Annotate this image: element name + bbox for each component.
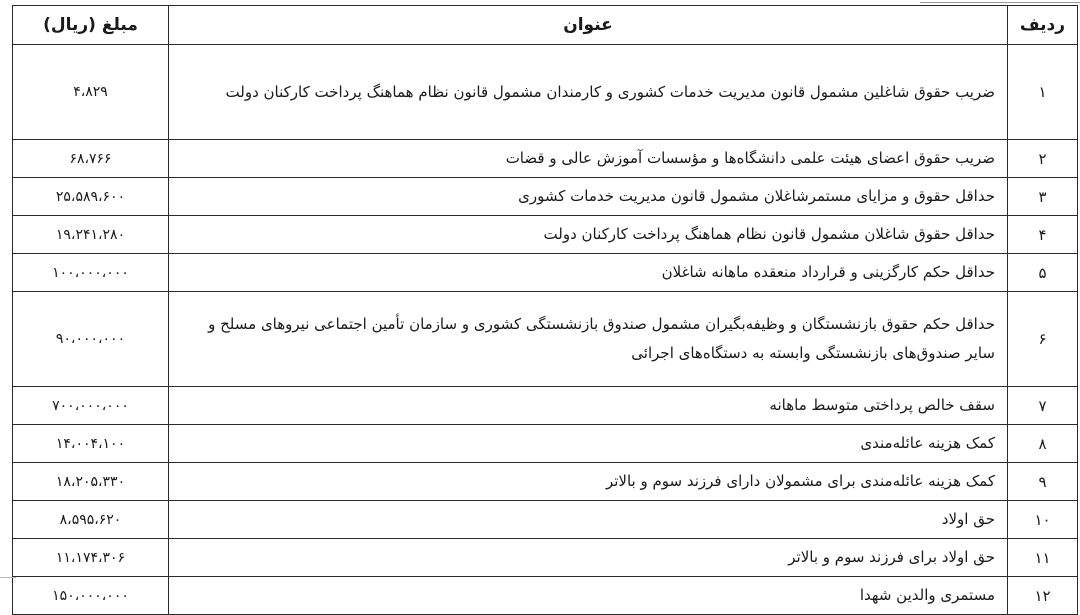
top-edge-line <box>920 2 1080 3</box>
row-index: ۶ <box>1008 292 1078 387</box>
row-amount: ۱۱،۱۷۴،۳۰۶ <box>13 539 169 577</box>
row-index: ۵ <box>1008 254 1078 292</box>
row-title: حق اولاد برای فرزند سوم و بالاتر <box>169 539 1008 577</box>
row-amount: ۱۹،۲۴۱،۲۸۰ <box>13 216 169 254</box>
row-title: سقف خالص پرداختی متوسط ماهانه <box>169 387 1008 425</box>
row-index: ۳ <box>1008 178 1078 216</box>
table-row <box>13 178 1078 216</box>
table-row <box>13 254 1078 292</box>
row-title: حق اولاد <box>169 501 1008 539</box>
row-index: ۷ <box>1008 387 1078 425</box>
table-row <box>13 463 1078 501</box>
row-index: ۸ <box>1008 425 1078 463</box>
row-index: ۱۲ <box>1008 577 1078 615</box>
table-row <box>13 292 1078 387</box>
row-amount: ۱۵۰،۰۰۰،۰۰۰ <box>13 577 169 615</box>
row-title: حداقل حقوق شاغلان مشمول قانون نظام هماهنگ پرداخت کارکنان دولت <box>169 216 1008 254</box>
row-title: ضریب حقوق شاغلین مشمول قانون مدیریت خدمات کشوری و کارمندان مشمول قانون نظام هماهنگ پرداخت کارکنان دولت <box>169 45 1008 140</box>
bottom-edge-line <box>0 577 16 578</box>
row-amount: ۱۰۰،۰۰۰،۰۰۰ <box>13 254 169 292</box>
row-amount: ۶۸،۷۶۶ <box>13 140 169 178</box>
row-title: کمک هزینه عائله‌مندی برای مشمولان دارای فرزند سوم و بالاتر <box>169 463 1008 501</box>
row-title: کمک هزینه عائله‌مندی <box>169 425 1008 463</box>
header-title: عنوان <box>169 6 1008 45</box>
row-amount: ۷۰۰،۰۰۰،۰۰۰ <box>13 387 169 425</box>
row-index: ۲ <box>1008 140 1078 178</box>
table-row <box>13 501 1078 539</box>
row-index: ۱ <box>1008 45 1078 140</box>
header-amount: مبلغ (ریال) <box>13 6 169 45</box>
row-amount: ۱۸،۲۰۵،۳۳۰ <box>13 463 169 501</box>
row-index: ۱۱ <box>1008 539 1078 577</box>
row-amount: ۸،۵۹۵،۶۲۰ <box>13 501 169 539</box>
row-title: حداقل حکم حقوق بازنشستگان و وظیفه‌بگیران مشمول صندوق بازنشستگی کشوری و سازمان تأمین اجتماعی نیروهای مسلح و سایر صندوق‌های بازنشستگی وابسته به دستگاه‌های اجرائی <box>169 292 1008 387</box>
table-row <box>13 216 1078 254</box>
row-title: حداقل حقوق و مزایای مستمرشاغلان مشمول قانون مدیریت خدمات کشوری <box>169 178 1008 216</box>
row-title: حداقل حکم کارگزینی و قرارداد منعقده ماهانه شاغلان <box>169 254 1008 292</box>
header-index: ردیف <box>1008 6 1078 45</box>
table-row <box>13 425 1078 463</box>
row-index: ۱۰ <box>1008 501 1078 539</box>
row-amount: ۴،۸۲۹ <box>13 45 169 140</box>
table-row <box>13 539 1078 577</box>
header-row <box>13 6 1078 45</box>
row-index: ۹ <box>1008 463 1078 501</box>
row-title: ضریب حقوق اعضای هیئت علمی دانشگاه‌ها و مؤسسات آموزش عالی و قضات <box>169 140 1008 178</box>
table-row <box>13 45 1078 140</box>
row-title: مستمری والدین شهدا <box>169 577 1008 615</box>
row-amount: ۹۰،۰۰۰،۰۰۰ <box>13 292 169 387</box>
table-row <box>13 577 1078 615</box>
row-amount: ۲۵،۵۸۹،۶۰۰ <box>13 178 169 216</box>
table-row <box>13 140 1078 178</box>
row-amount: ۱۴،۰۰۴،۱۰۰ <box>13 425 169 463</box>
table-row <box>13 387 1078 425</box>
salary-table <box>12 5 1078 615</box>
row-index: ۴ <box>1008 216 1078 254</box>
